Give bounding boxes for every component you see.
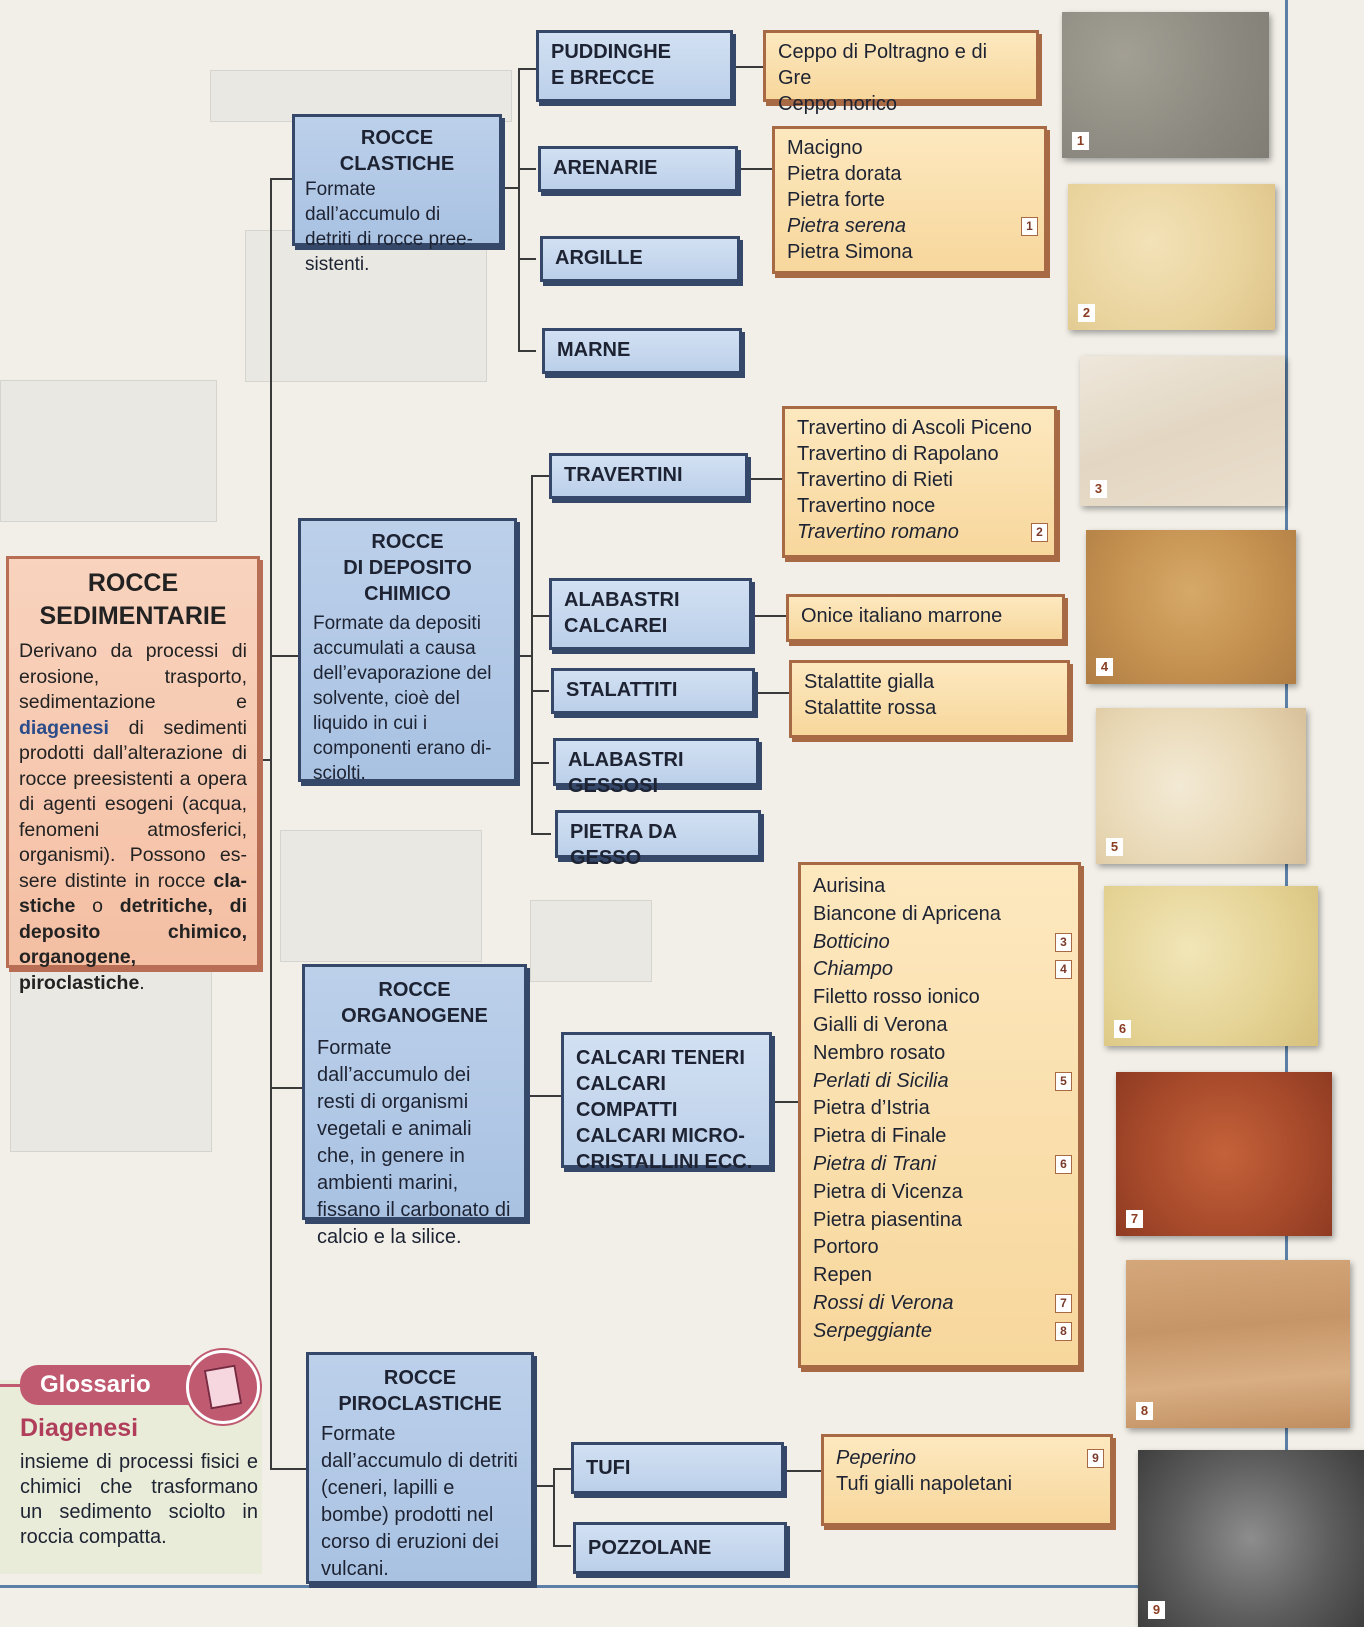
connector-line (518, 68, 536, 70)
root-box-rocce-sedimentarie (6, 556, 260, 994)
type-alabastri-calcarei (549, 578, 752, 650)
example-item (813, 1179, 1066, 1207)
sample-reference-number: 7 (1055, 1294, 1072, 1313)
example-text: Biancone di Apricena (813, 902, 1001, 925)
example-item (787, 161, 1032, 187)
group-description: Formate dall’accumulo dei resti di organismi vegetali e animali che, in genere in ambienti marini, fissano il carbonato di calcio e la silice. (317, 1037, 511, 1248)
connector-line (733, 66, 763, 68)
sample-number: 3 (1090, 480, 1107, 498)
example-item (813, 1040, 1066, 1068)
glossary-term: Diagenesi (20, 1414, 139, 1442)
group-title: CHIMICO (364, 583, 451, 605)
example-text: Pietra forte (787, 189, 885, 211)
example-item (787, 187, 1032, 213)
sample-number: 1 (1072, 132, 1089, 150)
example-item: Ceppo di Poltragno e di Gre (778, 41, 988, 89)
sample-number: 7 (1126, 1210, 1143, 1228)
type-label: ARGILLE (555, 247, 643, 269)
example-text: Gialli di Verona (813, 1013, 948, 1036)
connector-line (755, 692, 789, 694)
example-text: Travertino di Ascoli Piceno (797, 417, 1032, 439)
example-item (836, 1471, 1098, 1497)
group-title: PIROCLASTICHE (338, 1393, 502, 1415)
book-icon (186, 1350, 260, 1424)
group-rocce-organogene (302, 964, 527, 1248)
sample-number: 9 (1148, 1601, 1165, 1619)
examples-stalattiti (789, 660, 1070, 738)
sample-reference-number: 4 (1055, 960, 1072, 979)
example-text: Travertino romano (797, 521, 959, 543)
root-desc-text: Derivano da processi di erosione, trasporto, sedimentazione e (19, 640, 247, 713)
example-text: Travertino noce (797, 495, 936, 517)
connector-line (531, 690, 549, 692)
sample-reference-number: 1 (1021, 217, 1038, 236)
rock-sample-image (1080, 356, 1285, 506)
example-item (813, 956, 1066, 984)
example-text: Pietra piasentina (813, 1208, 962, 1231)
example-item (797, 415, 1042, 441)
root-desc-keyword: clastiche (19, 869, 247, 917)
rock-sample-image (1086, 530, 1296, 684)
example-item (787, 239, 1032, 265)
rock-sample-image (1138, 1450, 1364, 1627)
root-title (19, 567, 247, 633)
sample-reference-number: 3 (1055, 933, 1072, 952)
connector-line (270, 1468, 306, 1470)
example-item (813, 1262, 1066, 1290)
type-label: CALCAREI (564, 615, 668, 637)
type-label: ALABASTRI (564, 589, 680, 611)
root-title-line: ROCCE (87, 569, 179, 597)
rock-sample-image (1096, 708, 1306, 864)
example-item (836, 1445, 1098, 1471)
page-bottom-rule (0, 1585, 1290, 1588)
type-label: E BRECCE (551, 67, 655, 89)
example-text: Botticino (813, 930, 890, 953)
sample-number: 4 (1096, 658, 1113, 676)
example-item (813, 929, 1066, 957)
sample-reference-number: 8 (1055, 1322, 1072, 1341)
type-label: TRAVERTINI (564, 464, 683, 486)
group-title: ROCCE (378, 979, 451, 1001)
example-item (797, 493, 1042, 519)
example-text: Macigno (787, 137, 863, 159)
type-argille (540, 236, 740, 282)
connector-line (533, 1485, 555, 1487)
example-item (813, 1151, 1066, 1179)
connector-line (772, 1101, 798, 1103)
examples-travertini (782, 406, 1057, 558)
root-desc-text: . (139, 971, 145, 994)
type-label: CALCARI MICRO- (576, 1125, 745, 1147)
example-item (813, 1095, 1066, 1123)
type-label: ARENARIE (553, 157, 658, 179)
example-item (813, 901, 1066, 929)
example-text: Travertino di Rieti (797, 469, 953, 491)
example-item (787, 213, 1032, 239)
root-desc-keyword: diagenesi (19, 716, 109, 739)
group-description: Formate dall’accumulo di detriti (ceneri, lapilli e bombe) prodotti nel corso di eruzioni dei vulcani. (321, 1423, 518, 1580)
example-text: Pietra serena (787, 215, 906, 237)
type-label: PUDDINGHE (551, 41, 672, 63)
group-rocce-deposito-chimico (298, 518, 517, 782)
rock-sample-image (1068, 184, 1275, 330)
example-text: Chiampo (813, 958, 894, 981)
connector-line (785, 1470, 821, 1472)
example-text: Travertino di Rapolano (797, 443, 999, 465)
connector-line (752, 615, 786, 617)
type-label: CALCARI COMPATTI (576, 1073, 678, 1121)
connector-line (553, 1545, 571, 1547)
example-text: Peperino (836, 1447, 917, 1469)
type-label: POZZOLANE (588, 1537, 712, 1559)
connector-line (531, 475, 549, 477)
example-text: Filetto rosso ionico (813, 986, 980, 1009)
example-item: Stalattite gialla (804, 671, 935, 693)
group-title: ORGANOGENE (341, 1005, 488, 1027)
example-text: Serpeggiante (813, 1319, 932, 1342)
examples-puddinghe (763, 30, 1039, 115)
glossary-header: Glossario (20, 1365, 190, 1405)
sample-reference-number: 2 (1031, 523, 1048, 542)
type-travertini (549, 453, 748, 499)
connector-line (270, 178, 272, 1468)
type-label: STALATTITI (566, 679, 678, 701)
root-desc-text: o (75, 895, 120, 917)
sample-reference-number: 9 (1087, 1449, 1104, 1468)
group-rocce-clastiche (292, 114, 502, 275)
type-alabastri-gessosi (553, 738, 759, 797)
example-item (813, 1123, 1066, 1151)
connector-line (518, 350, 536, 352)
connector-line (518, 168, 536, 170)
type-calcari (561, 1032, 772, 1173)
sample-reference-number: 5 (1055, 1072, 1072, 1091)
connector-line (553, 1468, 555, 1545)
example-item: Stalattite rossa (804, 697, 937, 719)
rock-sample-image (1126, 1260, 1350, 1428)
type-label: TUFI (586, 1457, 631, 1479)
connector-line (518, 68, 520, 352)
type-label: PIETRA DA GESSO (570, 821, 677, 869)
connector-line (270, 178, 292, 180)
sample-number: 5 (1106, 838, 1123, 856)
group-title: ROCCE (383, 1367, 457, 1389)
connector-line (518, 258, 536, 260)
example-item (797, 519, 1042, 545)
root-desc-text: di sedimenti prodotti dall’alterazione di rocce preesistenti a opera di agenti esogeni (acqua, fenomeni atmosferici, organismi). Possono essere distinte in rocce (19, 716, 247, 892)
example-item (813, 873, 1066, 901)
type-arenarie (538, 146, 738, 192)
type-label: MARNE (557, 339, 631, 361)
examples-calcari (798, 862, 1081, 1368)
example-item (813, 1318, 1066, 1346)
example-text: Pietra di Finale (813, 1125, 947, 1148)
connector-line (527, 1095, 561, 1097)
type-pozzolane (573, 1522, 787, 1574)
type-marne (542, 328, 742, 374)
group-rocce-piroclastiche (306, 1352, 534, 1584)
connector-line (738, 168, 772, 170)
root-desc-keyword: detritiche, di deposito chimico, organogene, piroclastiche (19, 895, 247, 994)
group-title: ROCCE (371, 531, 444, 553)
example-text: Pietra Simona (787, 241, 913, 263)
type-label: CALCARI TENERI (576, 1047, 745, 1069)
rock-sample-image (1104, 886, 1318, 1046)
glossary-definition: insieme di processi fisici e chimici che trasformano un sedimento sciolto in roccia compatta. (20, 1451, 258, 1548)
examples-arenarie (772, 126, 1047, 274)
example-item (797, 467, 1042, 493)
connector-line (531, 475, 533, 835)
type-puddinghe-brecce (536, 30, 733, 102)
example-item (813, 1012, 1066, 1040)
example-text: Aurisina (813, 875, 886, 897)
example-text: Portoro (813, 1236, 879, 1259)
sample-number: 2 (1078, 304, 1095, 322)
example-text: Nembro rosato (813, 1041, 946, 1064)
sample-number: 6 (1114, 1020, 1131, 1038)
example-item (787, 135, 1032, 161)
type-label: CRISTALLINI ECC. (576, 1151, 753, 1173)
rock-sample-image (1062, 12, 1269, 158)
connector-line (270, 655, 298, 657)
type-tufi (571, 1442, 784, 1494)
rock-sample-image (1116, 1072, 1332, 1236)
example-item: Ceppo norico (778, 93, 897, 115)
example-item: Onice italiano marrone (801, 605, 1003, 627)
connector-line (748, 478, 782, 480)
connector-line (553, 1468, 571, 1470)
examples-alabastri (786, 594, 1065, 642)
type-label: ALABASTRI GESSOSI (568, 749, 684, 797)
example-text: Pietra di Vicenza (813, 1180, 963, 1203)
example-text: Rossi di Verona (813, 1291, 954, 1314)
example-text: Pietra d’Istria (813, 1097, 930, 1120)
type-stalattiti (551, 668, 755, 714)
examples-tufi (821, 1434, 1113, 1526)
group-description: Formate dall’accumulo di detriti di rocce preesistenti. (305, 179, 473, 275)
example-item (813, 1068, 1066, 1096)
example-item (813, 1290, 1066, 1318)
connector-line (531, 762, 549, 764)
example-text: Tufi gialli napoletani (836, 1473, 1013, 1495)
connector-line (270, 1087, 302, 1089)
example-item (797, 441, 1042, 467)
example-text: Perlati di Sicilia (813, 1069, 949, 1092)
group-title: DI DEPOSITO (343, 557, 472, 579)
example-item (813, 984, 1066, 1012)
connector-line (531, 833, 551, 835)
group-title: ROCCE CLASTICHE (339, 127, 455, 175)
connector-line (531, 615, 549, 617)
group-description: Formate da depositi accumulati a causa dell’evaporazione del solvente, cioè del liquido in cui i componenti erano disciolti. (313, 613, 492, 784)
sample-reference-number: 6 (1055, 1155, 1072, 1174)
root-description (19, 639, 247, 996)
example-item (813, 1234, 1066, 1262)
type-pietra-da-gesso (555, 810, 761, 869)
example-text: Pietra dorata (787, 163, 902, 185)
sample-number: 8 (1136, 1402, 1153, 1420)
example-item (813, 1207, 1066, 1235)
example-text: Pietra di Trani (813, 1152, 937, 1175)
root-title-line: SEDIMENTARIE (39, 602, 227, 630)
example-text: Repen (813, 1264, 872, 1287)
